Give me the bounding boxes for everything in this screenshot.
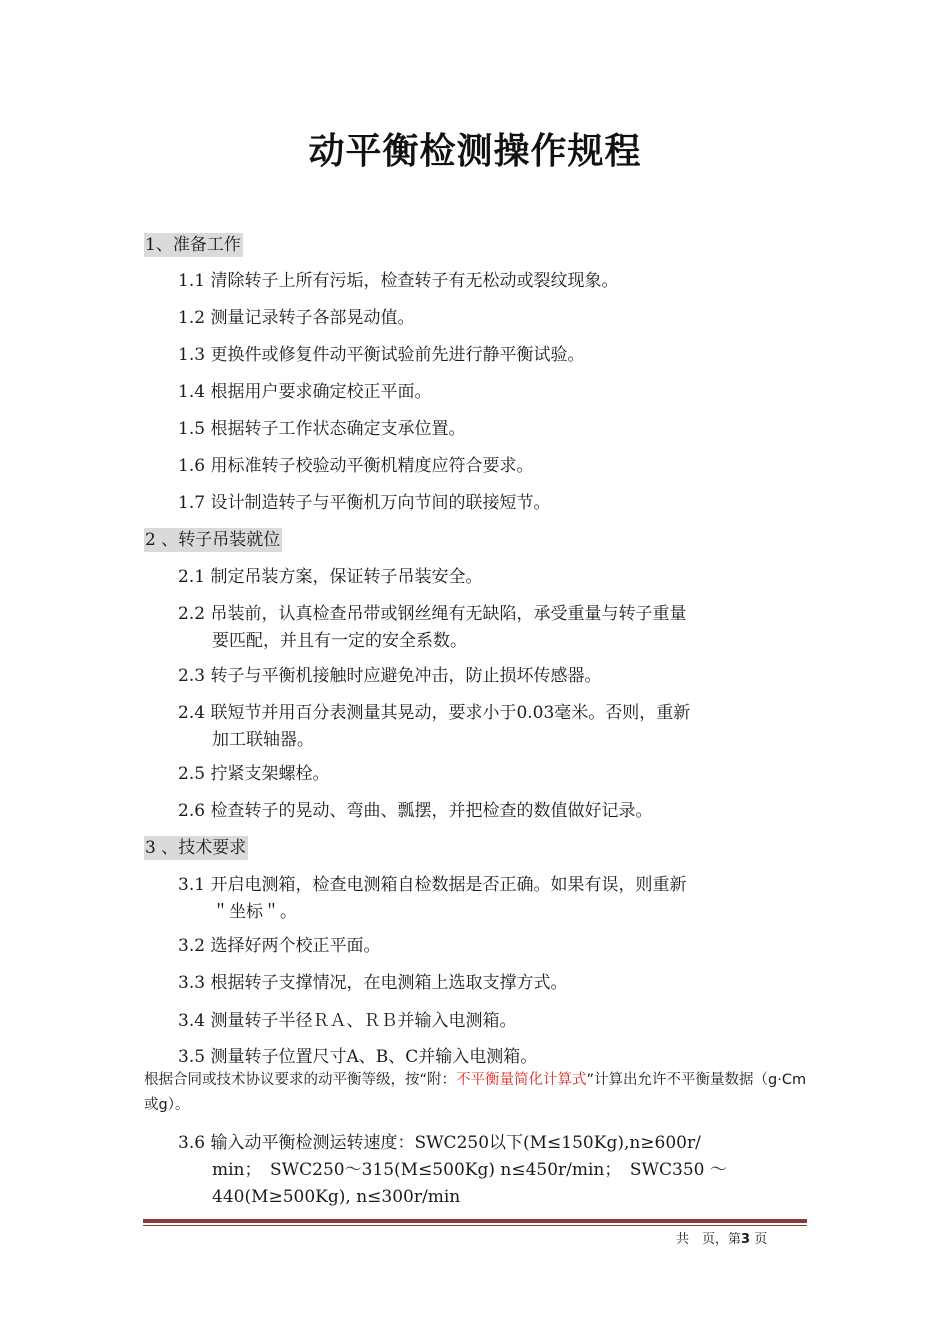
list-item-1-7: 1.7 设计制造转子与平衡机万向节间的联接短节。: [178, 493, 551, 513]
list-item-2-4-line-2: 加工联轴器。: [212, 730, 314, 750]
list-item-1-2: 1.2 测量记录转子各部晃动值。: [178, 308, 415, 328]
list-item-3-6-line-3: 440(M≥500Kg), n≤300r/min: [212, 1187, 461, 1207]
list-item-3-5: 3.5 测量转子位置尺寸A、B、C并输入电测箱。: [178, 1047, 538, 1067]
note-text-before: 根据合同或技术协议要求的动平衡等级，按“附：: [144, 1072, 457, 1088]
list-item-2-5: 2.5 拧紧支架螺栓。: [178, 764, 330, 784]
list-item-1-3: 1.3 更换件或修复件动平衡试验前先进行静平衡试验。: [178, 345, 585, 365]
tolerance-note: [144, 1068, 814, 1118]
list-item-3-6: [178, 1130, 727, 1211]
list-item-2-4-line-1: 2.4 联短节并用百分表测量其晃动，要求小于0.03毫米。否则，重新: [178, 703, 691, 723]
page-footer: [676, 1228, 767, 1247]
list-item-3-1-line-1: 3.1 开启电测箱，检查电测箱自检数据是否正确。如果有误，则重新: [178, 875, 687, 895]
list-item-1-4: 1.4 根据用户要求确定校正平面。: [178, 382, 432, 402]
list-item-1-1: 1.1 清除转子上所有污垢，检查转子有无松动或裂纹现象。: [178, 271, 619, 291]
page-title: 动平衡检测操作规程: [308, 131, 642, 172]
footer-prefix: 共 页，第: [676, 1232, 742, 1247]
list-item-3-3: 3.3 根据转子支撑情况，在电测箱上选取支撑方式。: [178, 973, 568, 993]
footer-rule-thin: [143, 1225, 807, 1226]
list-item-3-6-line-2: min； SWC250～315(M≤500Kg) n≤450r/min； SWC350 ～: [212, 1160, 727, 1180]
list-item-3-6-line-1: 3.6 输入动平衡检测运转速度：SWC250以下(M≤150Kg),n≥600r/: [178, 1133, 701, 1153]
list-item-2-1: 2.1 制定吊装方案，保证转子吊装安全。: [178, 567, 483, 587]
note-highlight-link: 不平衡量简化计算式: [456, 1072, 587, 1088]
list-item-3-2: 3.2 选择好两个校正平面。: [178, 936, 381, 956]
list-item-2-2-line-1: 2.2 吊装前，认真检查吊带或钢丝绳有无缺陷，承受重量与转子重量: [178, 604, 687, 624]
footer-page-number: 3: [741, 1232, 751, 1247]
list-item-2-4: [178, 700, 690, 754]
list-item-2-2-line-2: 要匹配，并且有一定的安全系数。: [212, 631, 467, 651]
list-item-3-4: 3.4 测量转子半径ＲＡ、ＲＢ并输入电测箱。: [178, 1011, 517, 1031]
list-item-3-1: [178, 872, 686, 926]
list-item-2-6: 2.6 检查转子的晃动、弯曲、瓢摆，并把检查的数值做好记录。: [178, 801, 653, 821]
list-item-1-5: 1.5 根据转子工作状态确定支承位置。: [178, 419, 466, 439]
section-heading-1: 1、准备工作: [145, 235, 241, 255]
note-text-after: ”计算出允许不平衡量数据（g·Cm或g）。: [144, 1072, 807, 1113]
section-heading-2: 2 、转子吊装就位: [145, 530, 281, 550]
list-item-1-6: 1.6 用标准转子校验动平衡机精度应符合要求。: [178, 456, 534, 476]
list-item-2-3: 2.3 转子与平衡机接触时应避免冲击，防止损坏传感器。: [178, 666, 602, 686]
footer-suffix: 页: [750, 1232, 768, 1247]
section-heading-3: 3 、技术要求: [145, 838, 247, 858]
list-item-3-1-line-2: ＂坐标＂。: [212, 902, 297, 922]
footer-rule-thick: [143, 1219, 807, 1223]
list-item-2-2: [178, 601, 686, 655]
